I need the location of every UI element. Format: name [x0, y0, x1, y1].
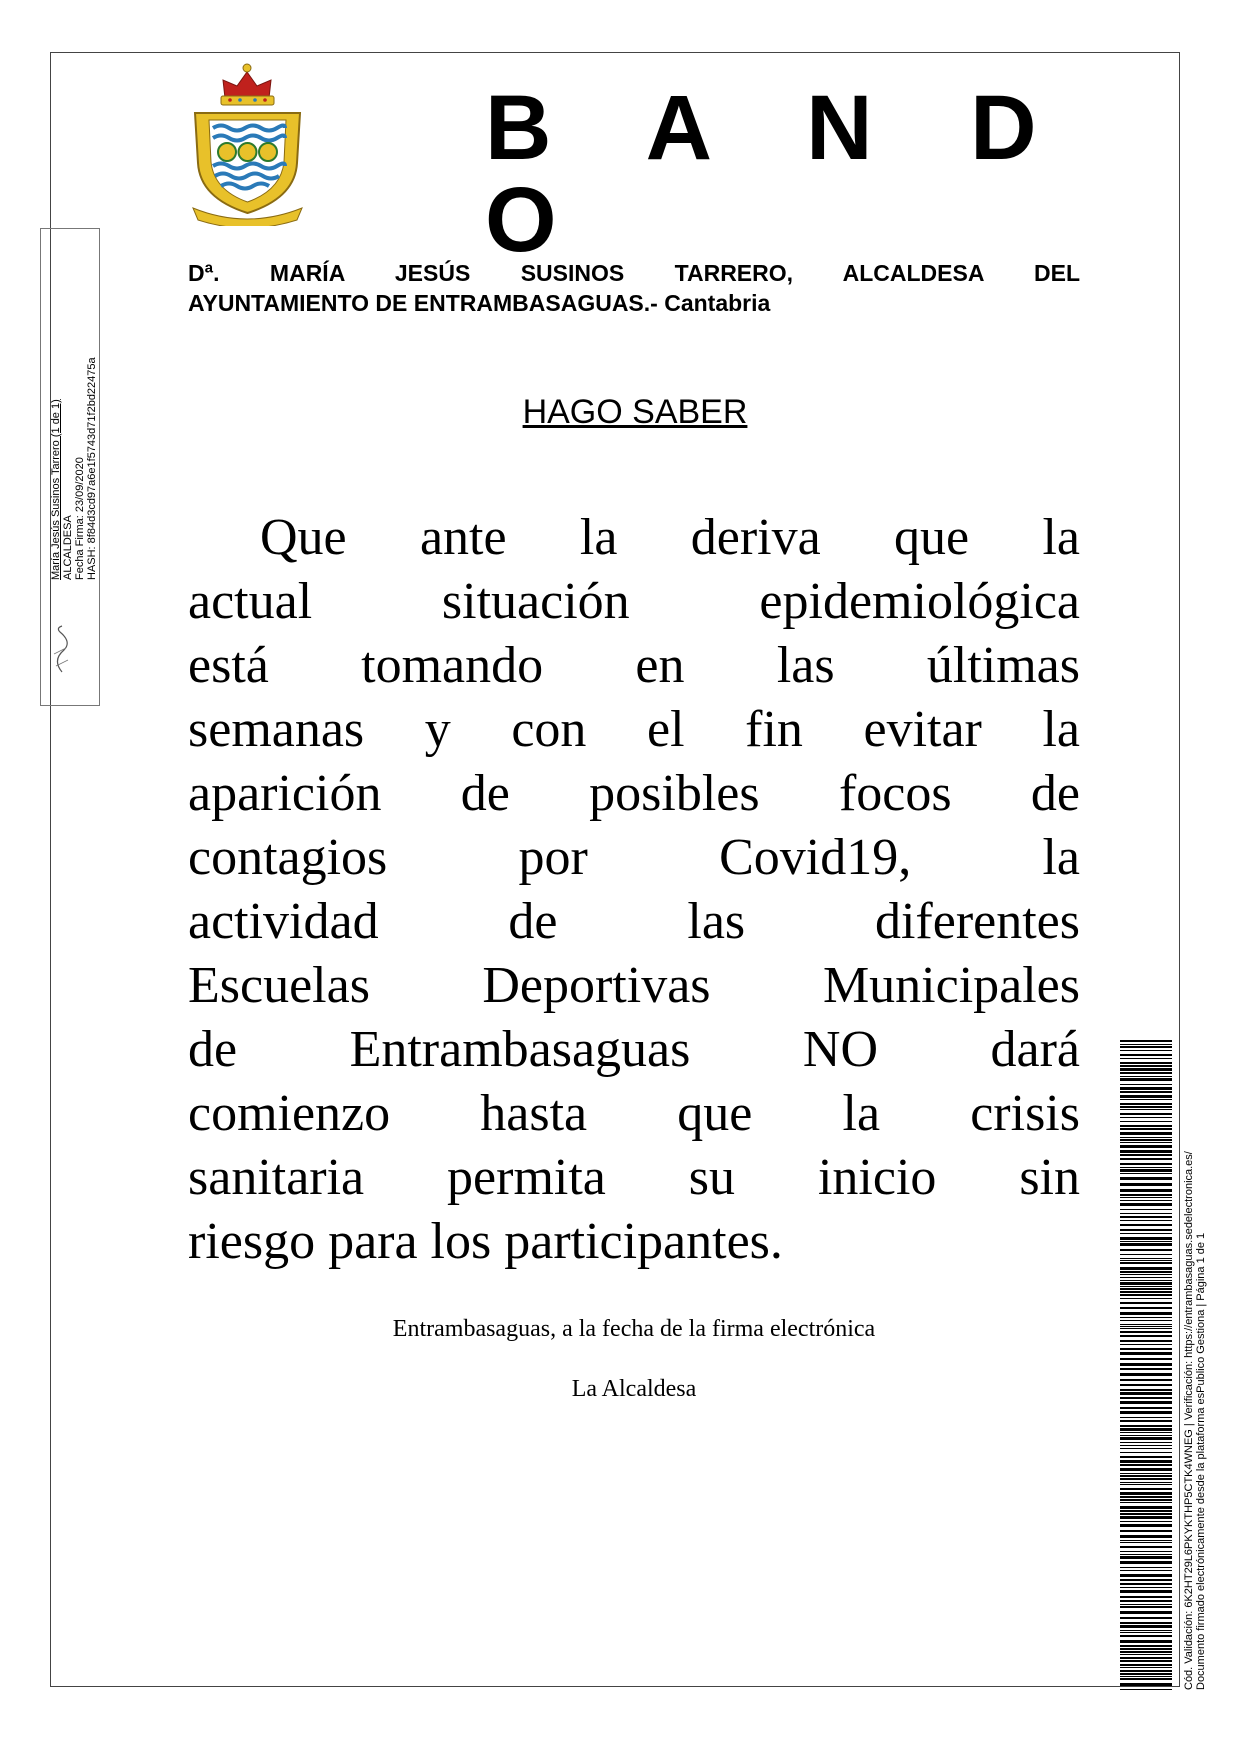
municipal-coat-of-arms-logo	[185, 58, 310, 226]
stamp-role: ALCALDESA	[62, 515, 74, 580]
platform-info-line: Documento firmado electrónicamente desde la plataforma esPublico Gestiona | Página 1 de 1	[1195, 1232, 1207, 1690]
place-date-line: Entrambasaguas, a la fecha de la firma electrónica	[392, 1316, 876, 1342]
body-line: actividad de las diferentes	[188, 893, 1080, 950]
body-line: riesgo para los participantes.	[188, 1213, 783, 1270]
body-line: contagios por Covid19, la	[188, 829, 1080, 886]
body-line: comienzo hasta que la crisis	[188, 1085, 1080, 1142]
signer-title: La Alcaldesa	[571, 1376, 697, 1402]
body-line: Que ante la deriva que la	[260, 509, 1080, 566]
issuer-line-1: Dª. MARÍA JESÚS SUSINOS TARRERO, ALCALDESA DEL	[188, 260, 1080, 286]
validation-text	[1183, 1151, 1207, 1690]
stamp-signer-name: María Jesús Susinos Tarrero (1 de 1)	[50, 399, 62, 580]
stamp-hash: HASH: 8f84d3cd97a6e1f5743d71f2bd22475a	[86, 357, 98, 580]
stamp-date: Fecha Firma: 23/09/2020	[74, 457, 86, 580]
handwritten-signature-icon	[42, 620, 82, 680]
issuer-line-2: AYUNTAMIENTO DE ENTRAMBASAGUAS.- Cantabria	[188, 290, 771, 316]
body-line: de Entrambasaguas NO dará	[188, 1021, 1080, 1078]
body-line: semanas y con el fin evitar la	[188, 701, 1080, 758]
body-line: actual situación epidemiológica	[188, 573, 1080, 630]
body-line: está tomando en las últimas	[188, 637, 1080, 694]
body-line: aparición de posibles focos de	[188, 765, 1080, 822]
body-line: sanitaria permita su inicio sin	[188, 1149, 1080, 1206]
document-title: B A N D O	[485, 77, 1073, 271]
crown-icon	[221, 64, 274, 105]
signature-stamp-text	[50, 357, 98, 580]
proclamation-heading: HAGO SABER	[522, 393, 748, 431]
validation-code-line: Cód. Validación: 6K2HT29L6PKYKTHP5CTK4WNEG | Verificación: https://entrambasaguas.sedelectronica.es/	[1183, 1151, 1195, 1690]
validation-barcode	[1120, 1040, 1172, 1690]
body-line: Escuelas Deportivas Municipales	[188, 957, 1080, 1014]
